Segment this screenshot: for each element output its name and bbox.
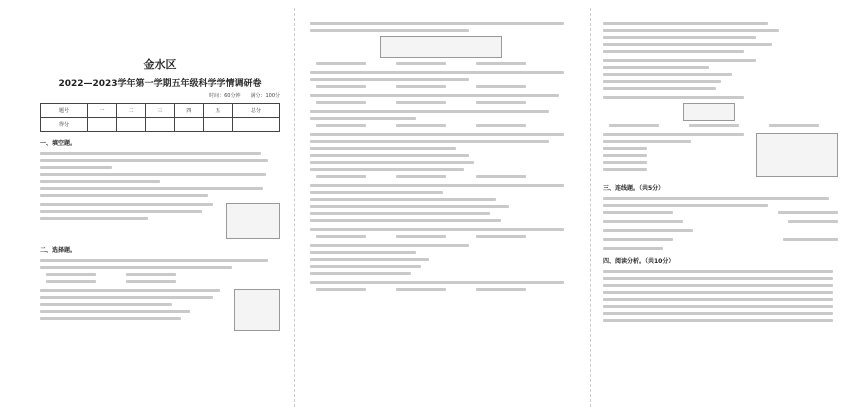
section-heading: 二、选择题。 [40, 247, 77, 254]
exam-title: 2022—2023学年第一学期五年级科学学情调研卷 [58, 79, 262, 89]
question-block [40, 152, 280, 197]
bicycle-figure [756, 133, 838, 177]
score-cell[interactable] [88, 118, 117, 132]
section-heading: 四、阅读分析。（共10分） [603, 258, 675, 265]
question-block [603, 96, 838, 127]
answer-options [46, 280, 280, 283]
score-cell: 题号 [41, 104, 88, 118]
question-block [310, 184, 575, 222]
score-cell: 二 [117, 104, 146, 118]
score-table-score-row [41, 118, 280, 132]
column-1 [40, 0, 280, 415]
column-divider [294, 8, 295, 407]
answer-options [316, 288, 575, 291]
reading-passage [603, 270, 838, 322]
exam-full-score: 满分：100分 [250, 93, 280, 99]
score-cell[interactable] [174, 118, 203, 132]
question-block [310, 22, 575, 65]
matching-row[interactable] [603, 211, 838, 214]
matching-row[interactable] [603, 238, 838, 241]
question-figure [226, 203, 280, 239]
score-cell: 一 [88, 104, 117, 118]
score-cell: 总分 [232, 104, 279, 118]
exam-time: 时间：60分钟 [209, 93, 241, 99]
score-cell[interactable] [232, 118, 279, 132]
score-cell[interactable] [145, 118, 174, 132]
question-figure [234, 289, 280, 331]
score-cell: 四 [174, 104, 203, 118]
question-block [310, 94, 575, 104]
matching-row[interactable] [603, 229, 838, 232]
answer-options [609, 124, 838, 127]
score-cell[interactable] [117, 118, 146, 132]
score-cell: 三 [145, 104, 174, 118]
section-heading: 三、连线题。（共5分） [603, 185, 665, 192]
answer-options [316, 85, 575, 88]
answer-options [316, 235, 575, 238]
score-table-header-row [41, 104, 280, 118]
question-block [40, 259, 280, 283]
answer-options [316, 62, 575, 65]
question-block [603, 197, 838, 250]
question-block [603, 133, 838, 177]
matching-row[interactable] [603, 220, 838, 223]
answer-options [316, 124, 575, 127]
question-block [310, 244, 575, 275]
question-figure [683, 103, 735, 121]
column-divider [590, 8, 591, 407]
question-block [310, 281, 575, 291]
score-cell: 得分 [41, 118, 88, 132]
question-block [603, 22, 838, 53]
answer-options [316, 101, 575, 104]
question-block [603, 59, 838, 90]
question-block [40, 289, 280, 331]
score-table [40, 103, 280, 132]
exam-meta [40, 92, 280, 99]
column-2 [310, 0, 575, 415]
question-block [310, 110, 575, 127]
answer-options [46, 273, 280, 276]
answer-options [316, 175, 575, 178]
section-heading: 一、填空题。 [40, 140, 77, 147]
question-block [310, 133, 575, 178]
column-3 [603, 0, 838, 415]
exam-region: 金水区 [143, 58, 177, 71]
question-block [40, 203, 280, 239]
score-cell: 五 [203, 104, 232, 118]
score-cell[interactable] [203, 118, 232, 132]
matching-row[interactable] [603, 247, 838, 250]
question-figure [380, 36, 502, 58]
question-block [310, 71, 575, 88]
question-block [310, 228, 575, 238]
